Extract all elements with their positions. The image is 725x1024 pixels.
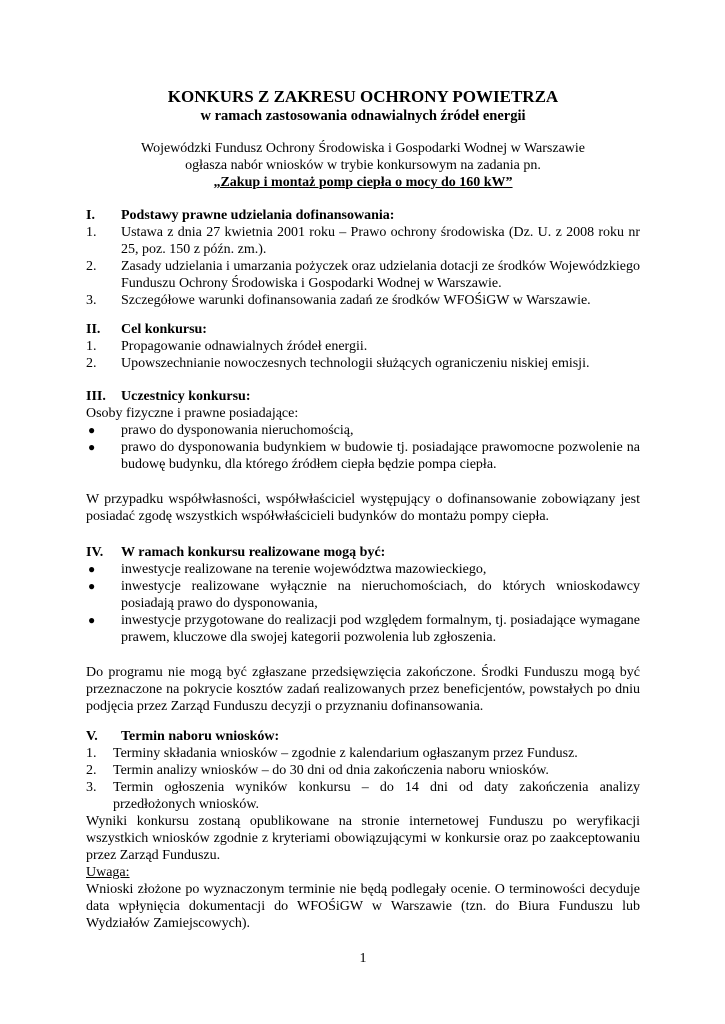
bullet-icon: ● [88, 579, 96, 593]
section-heading-text: Termin naboru wniosków: [121, 729, 280, 744]
bullet-item [86, 561, 640, 578]
list-item-number: 2. [86, 259, 97, 274]
intro-line-2: ogłasza nabór wniosków w trybie konkursowym na zadania pn. [185, 158, 541, 173]
section-heading-text: Podstawy prawne udzielania dofinansowania: [121, 208, 395, 223]
section-number: I. [86, 208, 95, 223]
list-item-number: 1. [86, 746, 97, 761]
note-text: Wnioski złożone po wyznaczonym terminie nie będą podlegały ocenie. O terminowości decyduje data wpłynięcia dokumentacji do WFOŚiGW w Warszawie (tzn. do Biura Funduszu lub Wydziałów Zamiejscowych). [86, 882, 640, 931]
section-number: V. [86, 729, 98, 744]
list-item [86, 224, 640, 258]
list-item-text: Propagowanie odnawialnych źródeł energii. [121, 339, 368, 354]
paragraph: Wyniki konkursu zostaną opublikowane na stronie internetowej Funduszu po weryfikacji wszystkich wniosków zgodnie z kryteriami obowiązującymi w konkursie oraz po zaakceptowaniu przez Zarząd Funduszu. [86, 814, 640, 863]
section-number: II. [86, 322, 101, 337]
section-heading [86, 321, 640, 338]
list-item [86, 762, 640, 779]
document-title: KONKURS Z ZAKRESU OCHRONY POWIETRZA [167, 87, 559, 106]
intro-task-name: „Zakup i montaż pomp ciepła o mocy do 160 kW” [213, 175, 513, 190]
section-heading [86, 388, 640, 405]
bullet-item [86, 422, 640, 439]
bullet-item [86, 439, 640, 473]
list-item-number: 2. [86, 356, 97, 371]
list-item [86, 779, 640, 813]
document-subtitle: w ramach zastosowania odnawialnych źródeł energii [200, 108, 526, 124]
bullet-icon: ● [88, 440, 96, 454]
page-number: 1 [359, 951, 367, 966]
section-heading [86, 207, 640, 224]
list-item-number: 1. [86, 225, 97, 240]
section-participants [86, 388, 640, 525]
bullet-text: inwestycje realizowane na terenie województwa mazowieckiego, [121, 562, 487, 577]
bullet-icon: ● [88, 613, 96, 627]
list-item-number: 3. [86, 780, 97, 795]
section-heading-text: Uczestnicy konkursu: [121, 389, 251, 404]
list-item-text: Zasady udzielania i umarzania pożyczek oraz udzielania dotacji ze środków Wojewódzkiego Funduszu Ochrony Środowiska i Gospodarki Wodnej w Warszawie. [121, 259, 640, 291]
bullet-text: prawo do dysponowania nieruchomością, [121, 423, 354, 438]
section-number: III. [86, 389, 106, 404]
list-item [86, 292, 640, 309]
list-item-text: Termin analizy wniosków – do 30 dni od dnia zakończenia naboru wniosków. [113, 763, 549, 778]
section-deadlines [86, 728, 640, 932]
section-heading-text: Cel konkursu: [121, 322, 207, 337]
list-item [86, 355, 640, 372]
section-legal-basis [86, 207, 640, 309]
bullet-text: prawo do dysponowania budynkiem w budowie tj. posiadające prawomocne pozwolenie na budowę budynku, dla którego źródłem ciepła będzie pompa ciepła. [121, 440, 640, 472]
list-item-number: 2. [86, 763, 97, 778]
bullet-icon: ● [88, 562, 96, 576]
list-item [86, 258, 640, 292]
list-item-text: Termin ogłoszenia wyników konkursu – do 14 dni od daty zakończenia analizy przedłożonych wniosków. [113, 780, 640, 812]
list-item-text: Terminy składania wniosków – zgodnie z kalendarium ogłaszanym przez Fundusz. [113, 746, 578, 761]
section-scope [86, 544, 640, 715]
paragraph: W przypadku współwłasności, współwłaściciel występujący o dofinansowanie zobowiązany jest posiadać zgodę wszystkich współwłaścicieli budynków do montażu pompy ciepła. [86, 492, 640, 524]
list-item-text: Szczegółowe warunki dofinansowania zadań ze środków WFOŚiGW w Warszawie. [121, 293, 591, 308]
bullet-item [86, 578, 640, 612]
section-number: IV. [86, 545, 104, 560]
section-lead: Osoby fizyczne i prawne posiadające: [86, 406, 299, 421]
list-item [86, 338, 640, 355]
list-item-text: Upowszechnianie nowoczesnych technologii służących ograniczeniu niskiej emisji. [121, 356, 590, 371]
paragraph: Do programu nie mogą być zgłaszane przedsięwzięcia zakończone. Środki Funduszu mogą być przeznaczone na pokrycie kosztów zadań realizowanych przez beneficjentów, powstałych po dniu podjęcia przez Zarząd Funduszu decyzji o przyznaniu dofinansowania. [86, 665, 640, 714]
bullet-text: inwestycje realizowane wyłącznie na nieruchomościach, do których wnioskodawcy posiadają prawo do dysponowania, [121, 579, 640, 611]
list-item-number: 1. [86, 339, 97, 354]
bullet-item [86, 612, 640, 646]
bullet-icon: ● [88, 423, 96, 437]
section-heading [86, 728, 640, 745]
section-heading-text: W ramach konkursu realizowane mogą być: [121, 545, 386, 560]
list-item-text: Ustawa z dnia 27 kwietnia 2001 roku – Prawo ochrony środowiska (Dz. U. z 2008 roku nr 25, poz. 150 z późn. zm.). [121, 225, 640, 257]
intro-line-1: Wojewódzki Fundusz Ochrony Środowiska i Gospodarki Wodnej w Warszawie [140, 141, 586, 156]
bullet-text: inwestycje przygotowane do realizacji pod względem formalnym, tj. posiadające wymagane prawem, kluczowe dla swojej kategorii pozwolenia lub zgłoszenia. [121, 613, 640, 645]
list-item [86, 745, 640, 762]
note-label: Uwaga: [86, 865, 130, 880]
list-item-number: 3. [86, 293, 97, 308]
section-heading [86, 544, 640, 561]
section-goal [86, 321, 640, 372]
